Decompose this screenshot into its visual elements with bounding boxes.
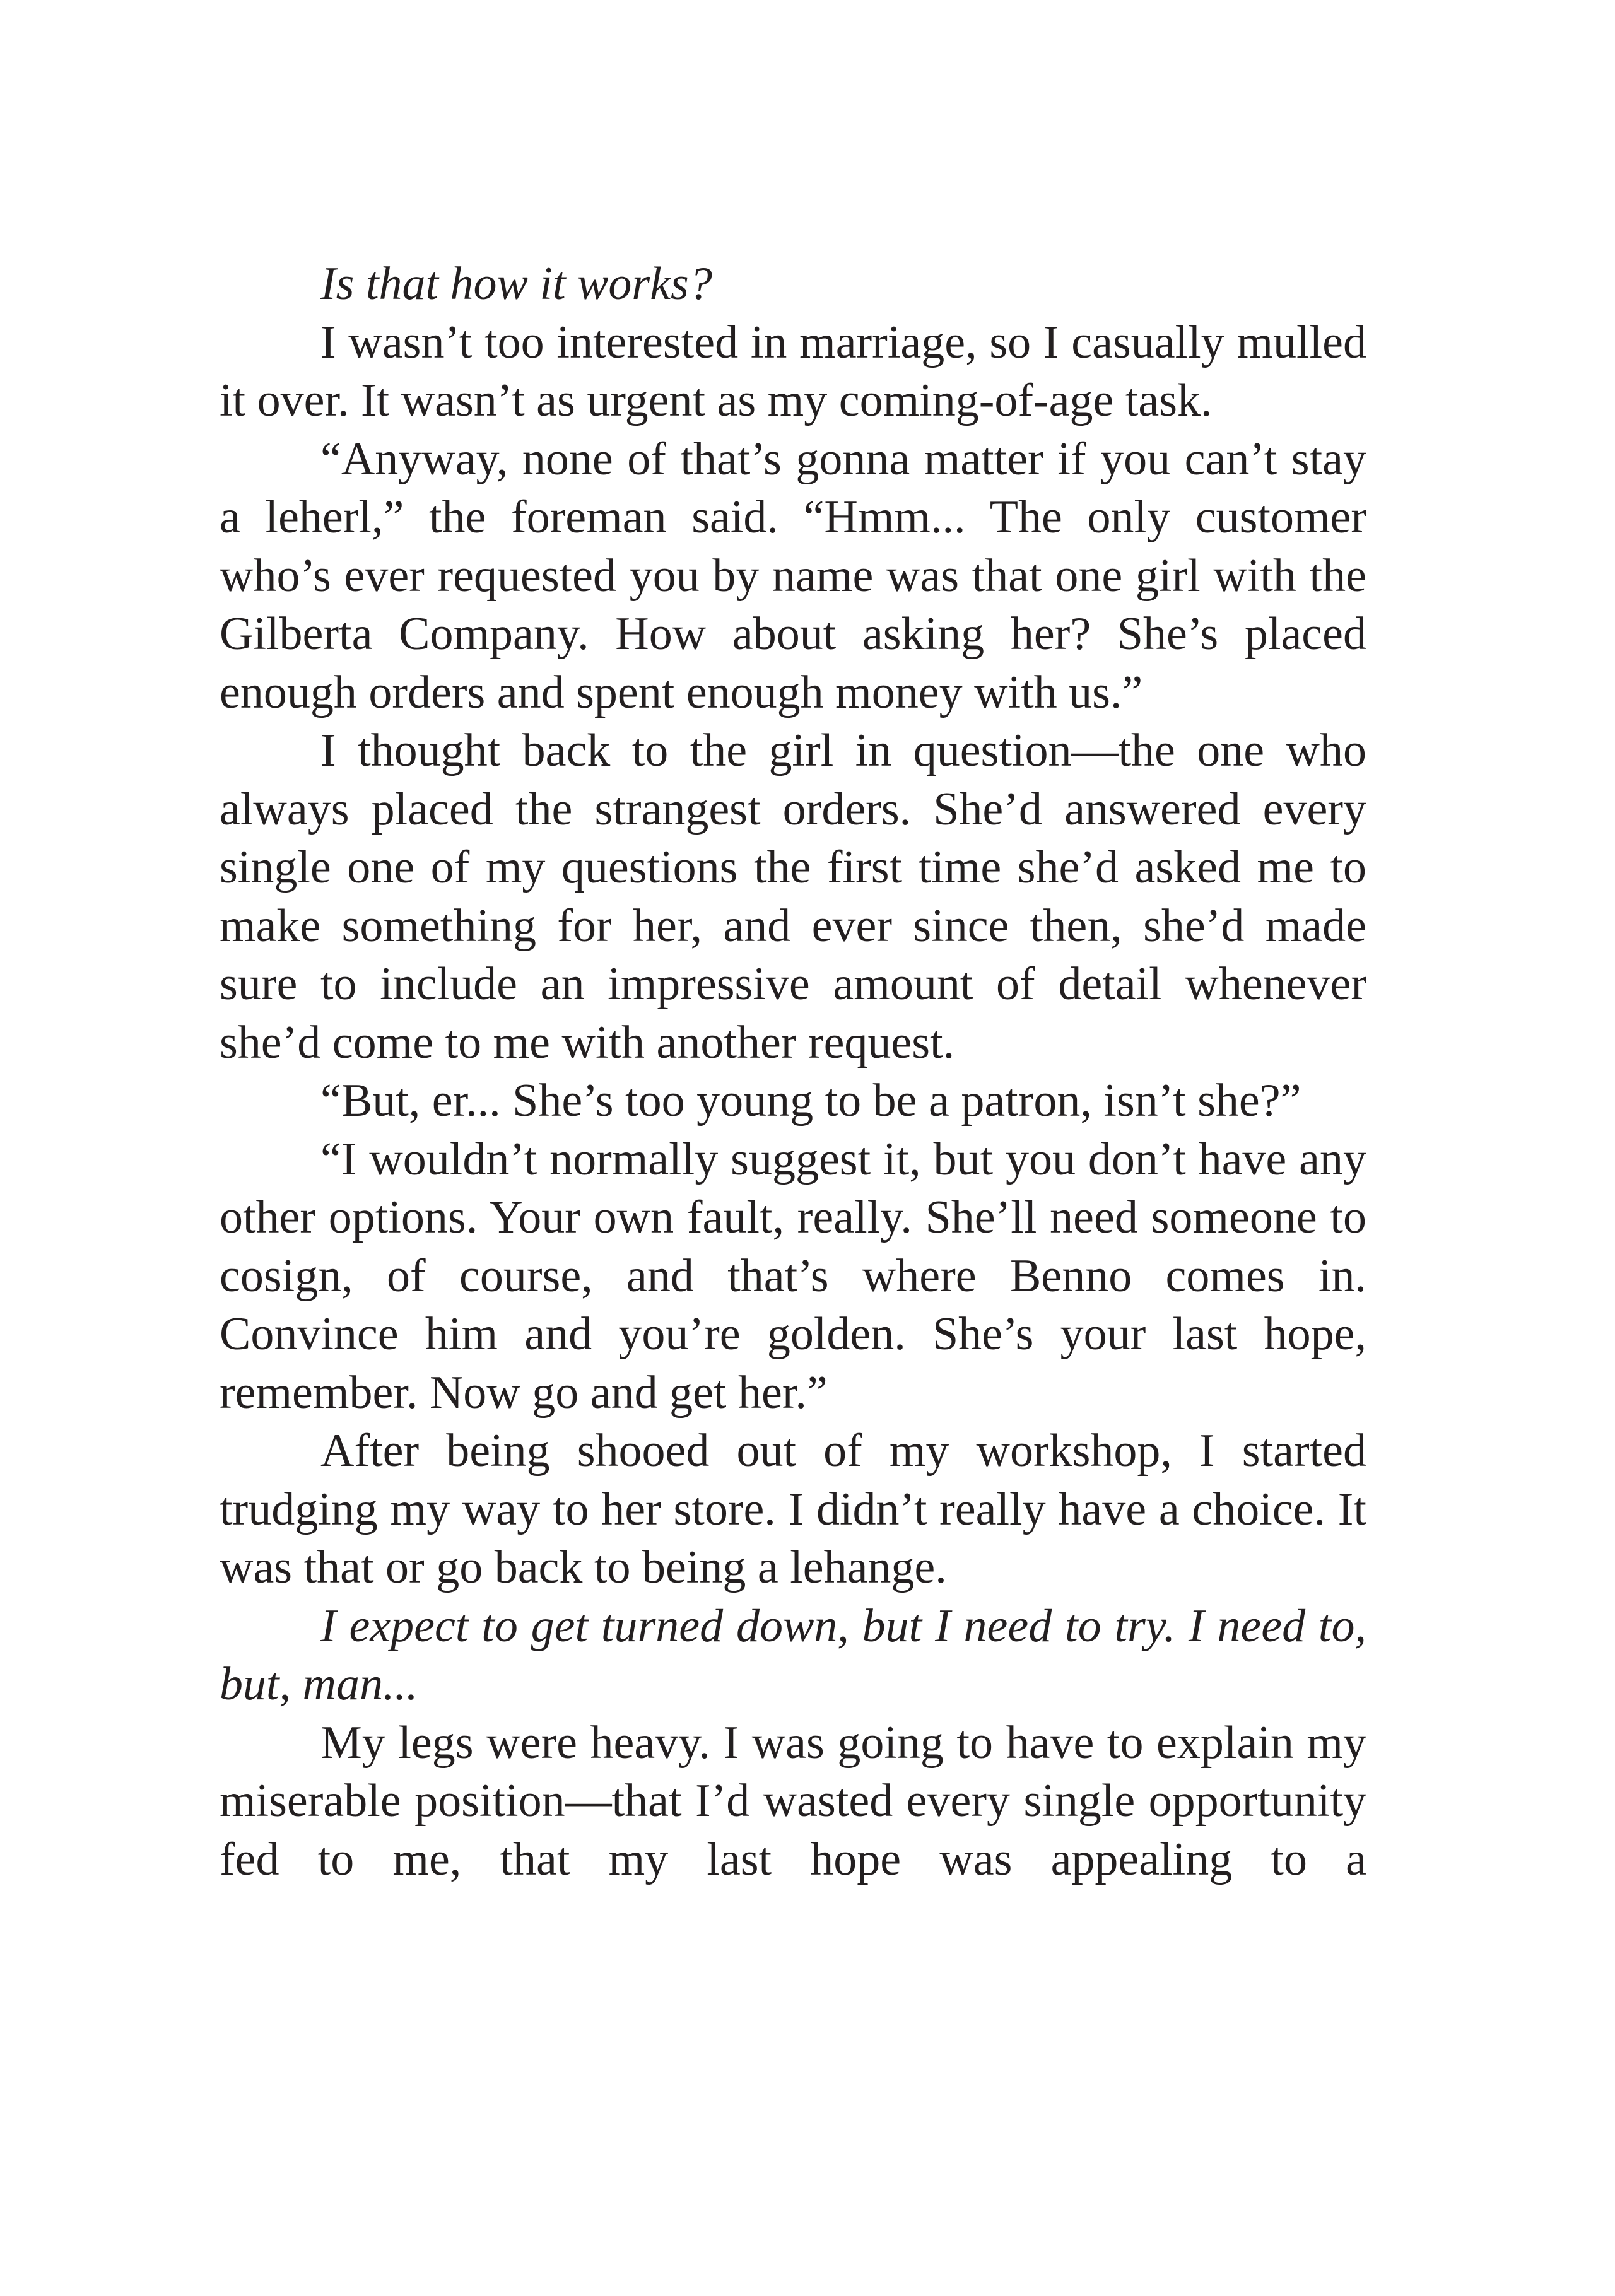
- paragraph-1-inner-thought: Is that how it works?: [320, 258, 712, 310]
- paragraph-2: I wasn’t too interested in marriage, so I casually mulled it over. It wasn’t as urgent as my coming-of-age task.: [220, 316, 1366, 426]
- paragraph-9-continued: My legs were heavy. I was going to have to explain my miserable position—that I’d wasted every single opportunity fed to me, that my last hope was appealing to a: [220, 1716, 1366, 1885]
- paragraph-3: “Anyway, none of that’s gonna matter if you can’t stay a leherl,” the foreman said. “Hmm... The only customer who’s ever requested you by name was that one girl with the Gilberta Company. How about asking her? She’s placed enough orders and spent enough money with us.”: [220, 433, 1366, 718]
- paragraph-8-inner-thought: I expect to get turned down, but I need to try. I need to, but, man...: [220, 1600, 1366, 1710]
- paragraph-5: “But, er... She’s too young to be a patron, isn’t she?”: [320, 1075, 1301, 1127]
- paragraph-7: After being shooed out of my workshop, I started trudging my way to her store. I didn’t really have a choice. It was that or go back to being a lehange.: [220, 1425, 1366, 1593]
- body-text: [220, 255, 1366, 1889]
- paragraph-6: “I wouldn’t normally suggest it, but you don’t have any other options. Your own fault, really. She’ll need someone to cosign, of course, and that’s where Benno comes in. Convince him and you’re golden. She’s your last hope, remember. Now go and get her.”: [220, 1133, 1366, 1419]
- paragraph-4: I thought back to the girl in question—the one who always placed the strangest orders. She’d answered every single one of my questions the first time she’d asked me to make something for her, and ever since then, she’d made sure to include an impressive amount of detail whenever she’d come to me with another request.: [220, 725, 1366, 1069]
